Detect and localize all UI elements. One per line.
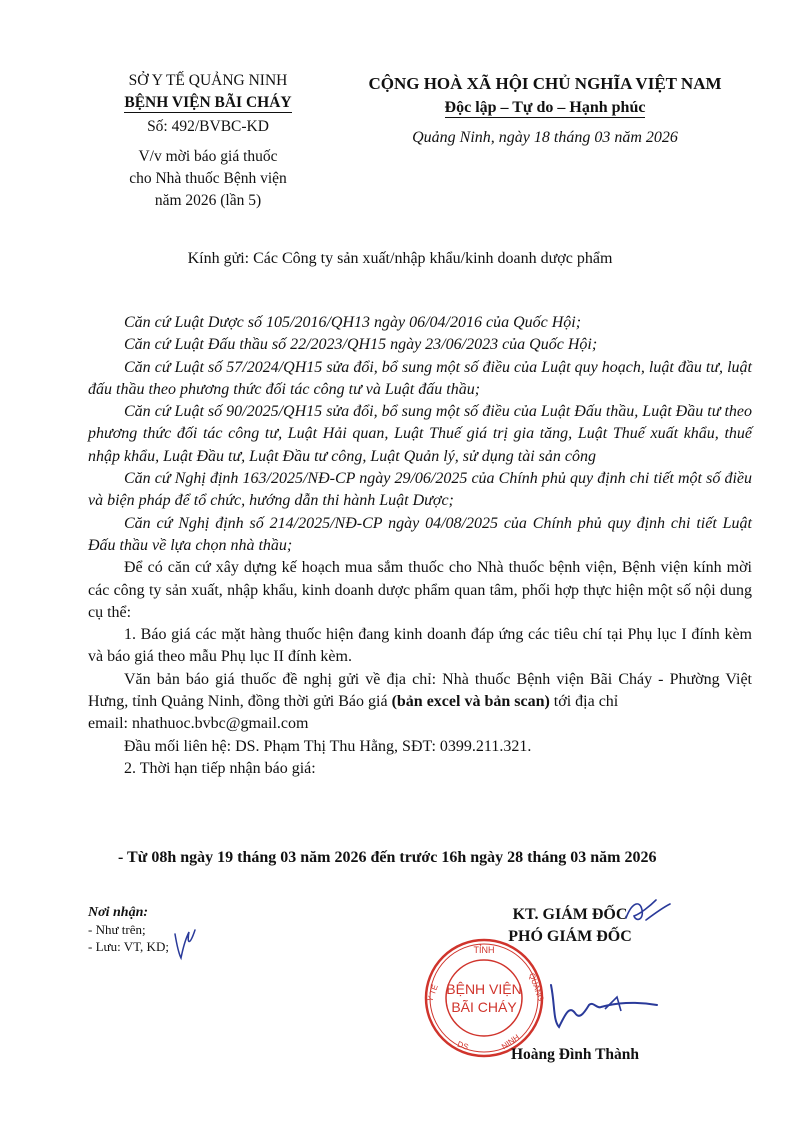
seal-ring-right: QUẢNG	[527, 971, 546, 1003]
issuer-department: SỞ Y TẾ QUẢNG NINH	[128, 72, 288, 89]
send-format-note: (bản excel và bản scan)	[391, 693, 550, 711]
recipient-item-2: - Lưu: VT, KD;	[88, 939, 169, 954]
signer-role-1: KT. GIÁM ĐỐC	[512, 906, 628, 923]
legal-basis-4: Căn cứ Luật số 90/2025/QH15 sửa đổi, bổ sung một số điều của Luật Đấu thầu, Luật Đầu tư theo phương thức đối tác công tư, Luật Hải quan, Luật Thuế giá trị gia tăng, Luật Thuế xuất khẩu, thuế nhập khẩu, Luật Đầu tư, Luật Đầu tư công, Luật Quản lý, sử dụng tài sản công	[88, 403, 752, 465]
country-name: CỘNG HOÀ XÃ HỘI CHỦ NGHĨA VIỆT NAM	[368, 74, 722, 93]
hospital-seal-icon	[422, 936, 546, 1060]
national-header	[340, 72, 750, 150]
document-subject	[88, 146, 328, 212]
deadline-line: - Từ 08h ngày 19 tháng 03 năm 2026 đến trước 16h ngày 28 tháng 03 năm 2026	[118, 849, 657, 866]
issuer-hospital-text: BỆNH VIỆN BÃI CHÁY	[124, 94, 292, 111]
issuer-block	[88, 70, 328, 212]
initial-mark-icon	[622, 896, 672, 926]
national-motto	[340, 96, 750, 120]
subject-line-2: cho Nhà thuốc Bệnh viện	[129, 170, 287, 187]
handwritten-signature-icon	[545, 975, 665, 1035]
national-motto-text: Độc lập – Tự do – Hạnh phúc	[444, 99, 646, 116]
legal-basis-6: Căn cứ Nghị định số 214/2025/NĐ-CP ngày 04/08/2025 của Chính phủ quy định chi tiết Luật Đấu thầu về lựa chọn nhà thầu;	[88, 514, 752, 554]
send-text-before: Văn bản báo giá thuốc đề nghị gửi về địa chỉ: Nhà thuốc Bệnh viện Bãi Cháy - Phường Việt Hưng, tỉnh Quảng Ninh, đồng thời gửi Báo giá	[88, 670, 752, 711]
signer-name: Hoàng Đình Thành	[510, 1046, 640, 1063]
contact-line: Đầu mối liên hệ: DS. Phạm Thị Thu Hằng, SĐT: 0399.211.321.	[124, 737, 532, 755]
recipient-item-1: - Như trên;	[88, 922, 146, 937]
legal-basis-5: Căn cứ Nghị định 163/2025/NĐ-CP ngày 29/06/2025 của Chính phủ quy định chi tiết một số điều và biện pháp để tổ chức, hướng dẫn thi hành Luật Dược;	[88, 470, 752, 510]
document-body	[88, 312, 752, 780]
subject-line-3: năm 2026 (lần 5)	[154, 192, 262, 209]
legal-basis-3: Căn cứ Luật số 57/2024/QH15 sửa đổi, bổ sung một số điều của Luật quy hoạch, luật đầu tư, luật đấu thầu theo phương thức đối tác công tư và Luật đấu thầu;	[88, 358, 752, 398]
seal-ring-left: Y TẾ	[425, 983, 440, 1003]
seal-center-line-1: BỆNH VIỆN	[446, 981, 522, 997]
initial-mark-icon	[171, 926, 199, 962]
subject-line-1: V/v mời báo giá thuốc	[138, 148, 278, 165]
seal-ring-bottom-right: NINH	[499, 1032, 522, 1052]
seal-ring-top: TỈNH	[473, 945, 495, 955]
recipient-line: Kính gửi: Các Công ty sản xuất/nhập khẩu/kinh doanh dược phẩm	[187, 250, 613, 267]
signer-role-2: PHÓ GIÁM ĐỐC	[508, 928, 632, 945]
recipients-list	[88, 904, 169, 955]
send-text-after: tới địa chỉ	[549, 693, 619, 711]
item-1: 1. Báo giá các mặt hàng thuốc hiện đang kinh doanh đáp ứng các tiêu chí tại Phụ lục I đính kèm và báo giá theo mẫu Phụ lục II đính kèm.	[88, 626, 752, 666]
document-date: Quảng Ninh, ngày 18 tháng 03 năm 2026	[412, 129, 678, 146]
seal-center-line-2: BÃI CHÁY	[451, 999, 517, 1015]
document-number: Số: 492/BVBC-KD	[147, 118, 269, 135]
intro-paragraph: Để có căn cứ xây dựng kế hoạch mua sắm thuốc cho Nhà thuốc bệnh viện, Bệnh viện kính mời các công ty sản xuất, nhập khẩu, kinh doanh dược phẩm quan tâm, phối hợp thực hiện một số nội dung cụ thể:	[88, 559, 752, 621]
legal-basis-1: Căn cứ Luật Dược số 105/2016/QH13 ngày 06/04/2016 của Quốc Hội;	[124, 314, 582, 331]
legal-basis-2: Căn cứ Luật Đấu thầu số 22/2023/QH15 ngày 23/06/2023 của Quốc Hội;	[124, 336, 598, 354]
item-2: 2. Thời hạn tiếp nhận báo giá:	[124, 759, 316, 777]
issuer-hospital	[88, 92, 328, 114]
recipients-title: Nơi nhận:	[88, 905, 149, 920]
email-line: email: nhathuoc.bvbc@gmail.com	[88, 715, 309, 733]
send-instructions	[88, 669, 752, 714]
seal-ring-bottom-left: DS	[456, 1039, 470, 1052]
